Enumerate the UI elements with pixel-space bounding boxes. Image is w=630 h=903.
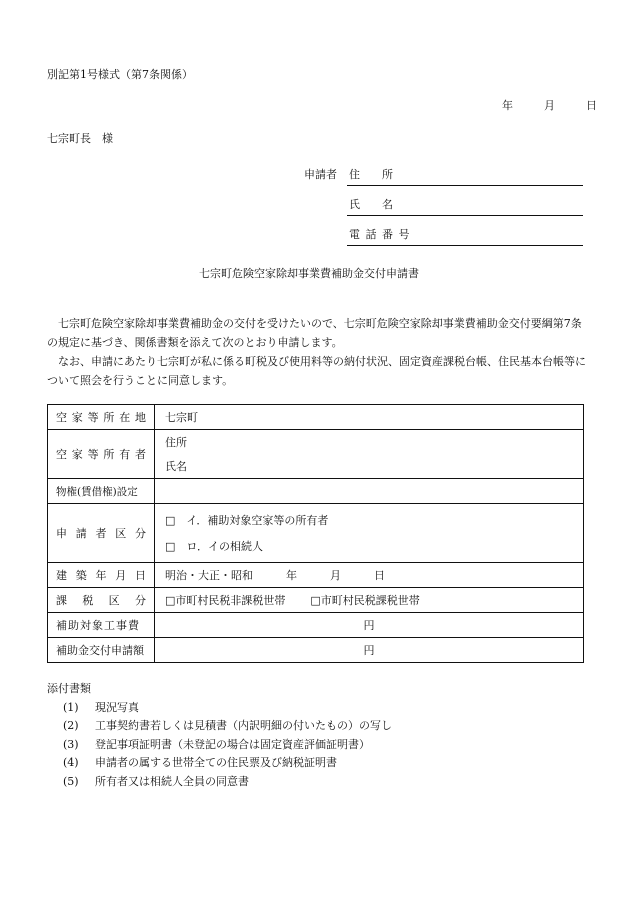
table-row — [48, 638, 584, 663]
addressee: 七宗町長 様 — [47, 132, 113, 145]
application-table — [47, 404, 584, 663]
owner-name-label: 氏名 — [165, 460, 187, 473]
tax-option-taxable[interactable]: □市町村民税課税世帯 — [310, 594, 420, 607]
list-item: (4) 申請者の属する世帯全ての住民票及び納税証明書 — [63, 756, 337, 769]
list-item: (3) 登記事項証明書（未登記の場合は固定資産評価証明書） — [63, 737, 370, 751]
table-row — [48, 563, 584, 588]
applicant-address-label: 住 所 — [349, 168, 393, 181]
attachments-heading: 添付書類 — [47, 682, 91, 695]
list-item: (1) 現況写真 — [63, 700, 139, 714]
built-date-value[interactable]: 明治・大正・昭和 年 月 日 — [155, 563, 584, 588]
table-row — [48, 479, 584, 504]
body-text — [47, 314, 587, 390]
cost-value[interactable]: 円 — [155, 613, 584, 638]
form-number: 別記第1号様式（第7条関係） — [47, 68, 193, 81]
lease-value[interactable] — [155, 479, 584, 504]
applicant-type-option-owner[interactable]: □ イ．補助対象空家等の所有者 — [165, 514, 329, 527]
owner-address-label: 住所 — [165, 436, 187, 449]
list-item: (5) 所有者又は相続人全員の同意書 — [63, 774, 249, 788]
tax-label: 課 税 区 分 — [48, 588, 155, 613]
applicant-phone-field[interactable] — [347, 245, 583, 246]
document-title: 七宗町危険空家除却事業費補助金交付申請書 — [199, 267, 419, 280]
applicant-address-field[interactable] — [347, 185, 583, 186]
date-line — [502, 97, 597, 113]
applicant-type-value — [155, 504, 584, 563]
applicant-type-option-heir[interactable]: □ ロ．イの相続人 — [165, 540, 263, 553]
body-paragraph-2: なお、申請にあたり七宗町が私に係る町税及び使用料等の納付状況、固定資産課税台帳、住民基本台帳等について照会を行うことに同意します。 — [47, 355, 586, 387]
applicant-type-label: 申 請 者 区 分 — [48, 504, 155, 563]
location-label: 空 家 等 所 在 地 — [48, 405, 155, 430]
tax-option-exempt[interactable]: □市町村民税非課税世帯 — [165, 594, 286, 607]
applicant-phone-label: 電 話 番 号 — [349, 228, 411, 241]
date-day: 日 — [586, 99, 597, 112]
cost-label: 補助対象工事費 — [48, 613, 155, 638]
lease-label: 物権(賃借権)設定 — [48, 479, 155, 504]
date-month: 月 — [544, 99, 555, 112]
table-row — [48, 504, 584, 563]
applicant-name-field[interactable] — [347, 215, 583, 216]
applicant-name-label: 氏 名 — [349, 198, 393, 211]
location-value[interactable]: 七宗町 — [155, 405, 584, 430]
attachments — [47, 680, 392, 791]
table-row — [48, 405, 584, 430]
table-row — [48, 430, 584, 479]
body-paragraph-1: 七宗町危険空家除却事業費補助金の交付を受けたいので、七宗町危険空家除却事業費補助金交付要綱第7条の規定に基づき、関係書類を添えて次のとおり申請します。 — [47, 317, 582, 349]
table-row — [48, 613, 584, 638]
owner-label: 空 家 等 所 有 者 — [48, 430, 155, 479]
tax-value — [155, 588, 584, 613]
owner-value[interactable] — [155, 430, 584, 479]
built-date-label: 建 築 年 月 日 — [48, 563, 155, 588]
applicant-label: 申請者 — [304, 168, 337, 181]
amount-value[interactable]: 円 — [155, 638, 584, 663]
list-item: (2) 工事契約書若しくは見積書（内訳明細の付いたもの）の写し — [63, 719, 392, 732]
amount-label: 補助金交付申請額 — [48, 638, 155, 663]
table-row — [48, 588, 584, 613]
date-year: 年 — [502, 99, 513, 112]
